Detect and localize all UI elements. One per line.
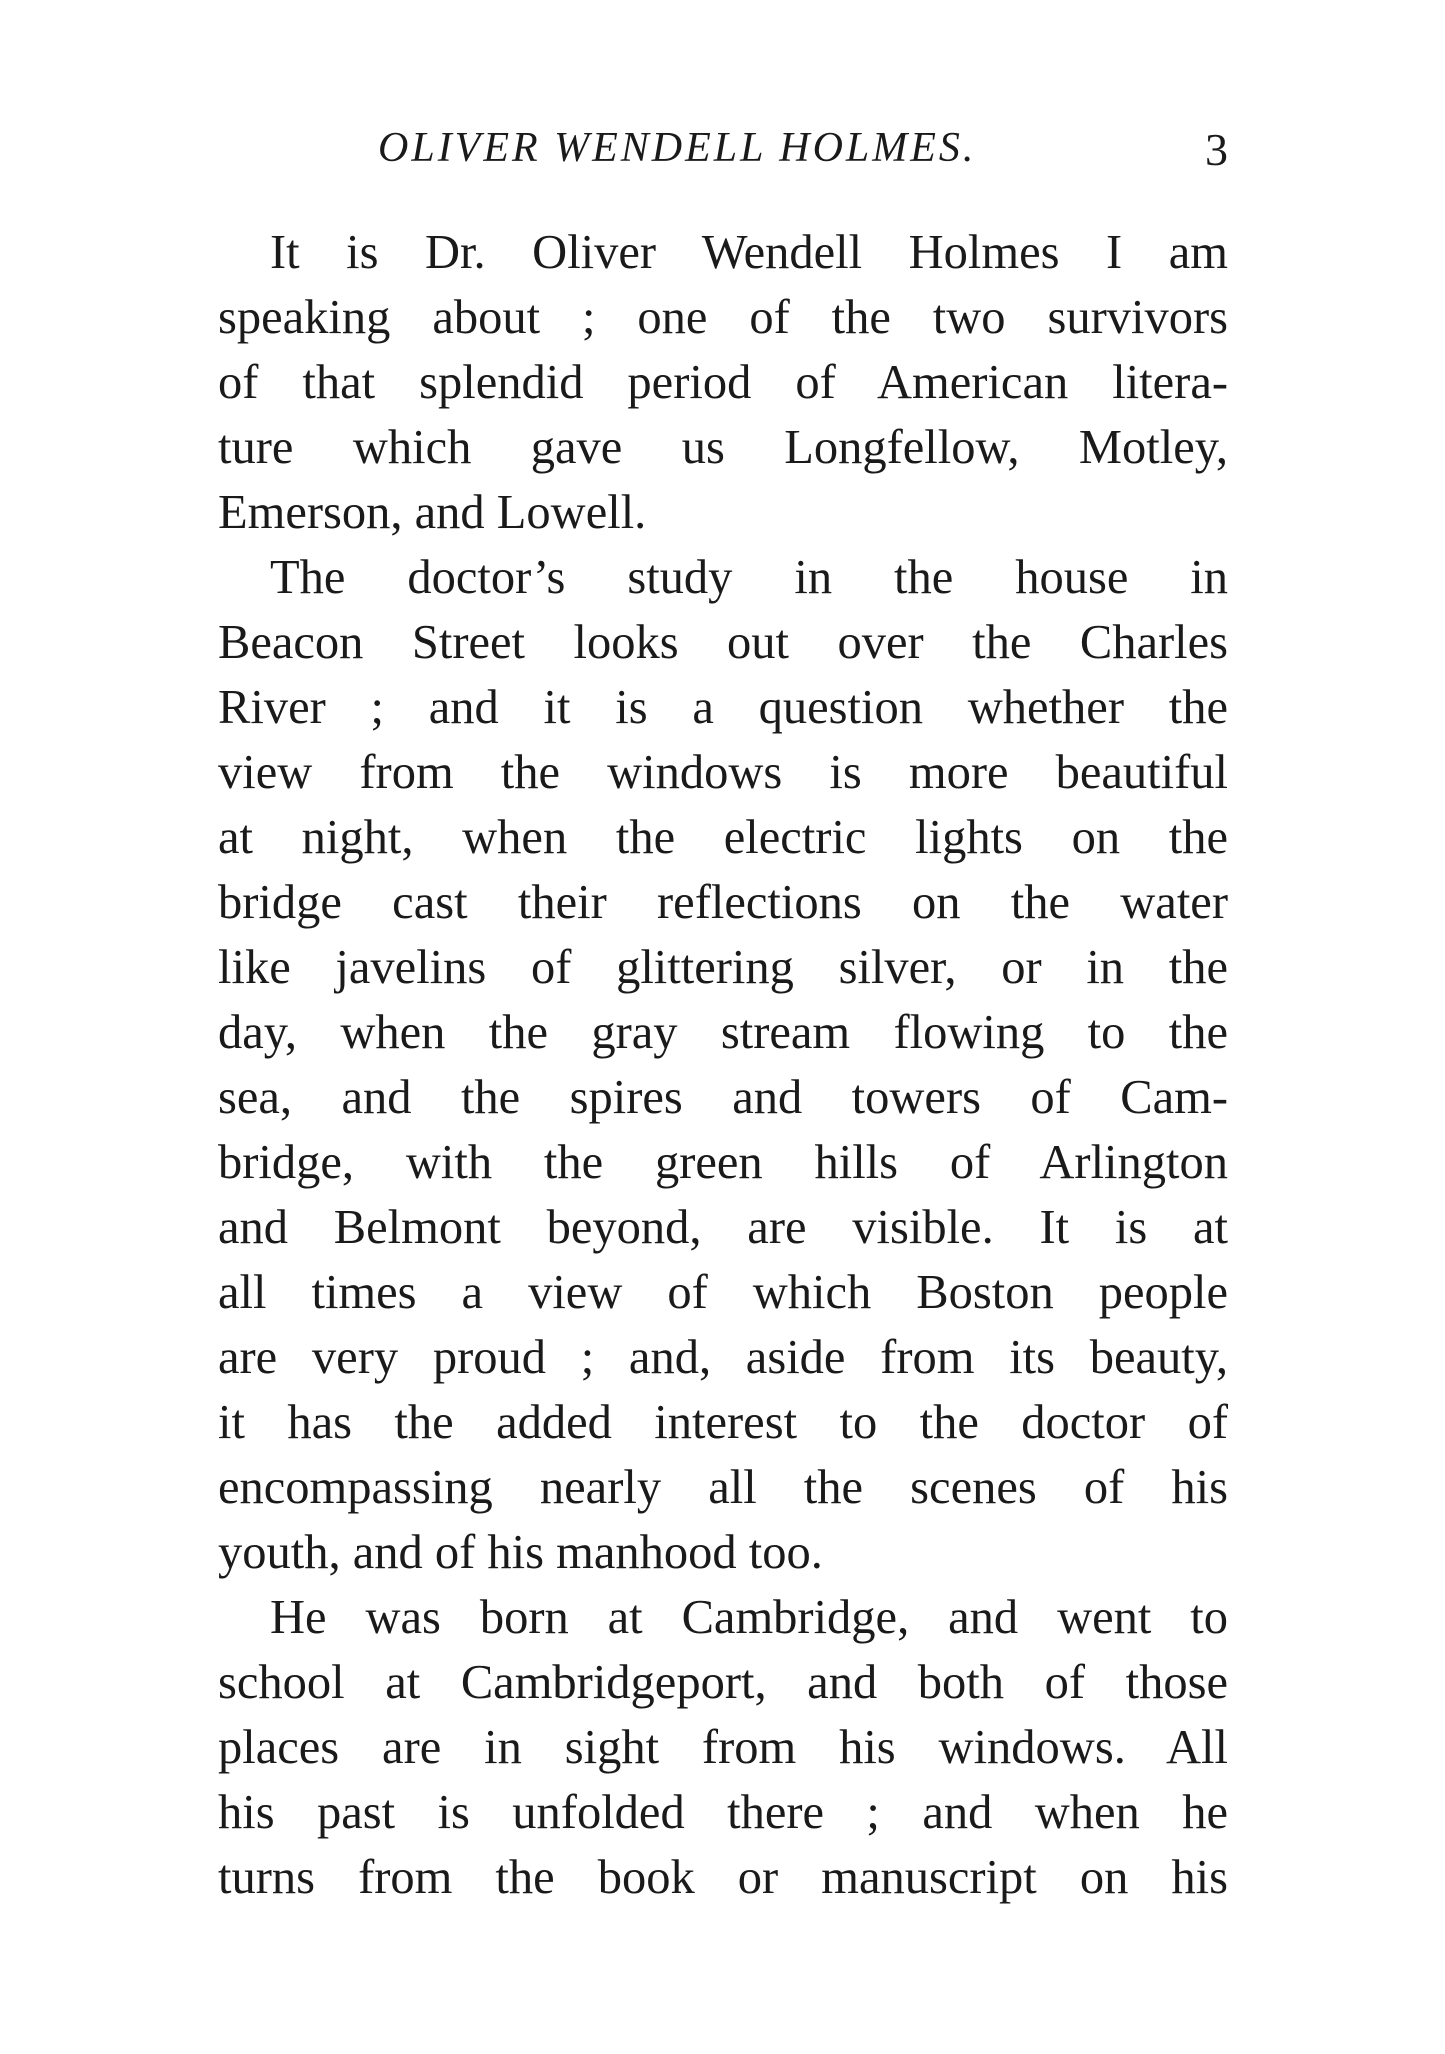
text-line: school at Cambridgeport, and both of those [218,1656,1228,1709]
text-line: places are in sight from his windows. All [218,1721,1228,1774]
text-line: ture which gave us Longfellow, Motley, [218,421,1228,474]
text-line: It is Dr. Oliver Wendell Holmes I am [270,226,1228,279]
text-line: The doctor’s study in the house in [270,551,1228,604]
text-line: it has the added interest to the doctor of [218,1396,1228,1449]
text-line: bridge, with the green hills of Arlington [218,1136,1228,1189]
body-text [218,220,1228,1910]
text-line: speaking about ; one of the two survivors [218,291,1228,344]
text-line: encompassing nearly all the scenes of his [218,1461,1228,1514]
text-line: River ; and it is a question whether the [218,681,1228,734]
text-line: of that splendid period of American litera- [218,356,1228,409]
text-line: day, when the gray stream flowing to the [218,1006,1228,1059]
text-line: Emerson, and Lowell. [218,486,647,539]
text-line: view from the windows is more beautiful [218,746,1228,799]
text-line: Beacon Street looks out over the Charles [218,616,1228,669]
text-line: like javelins of glittering silver, or in the [218,941,1228,994]
page-number: 3 [1205,124,1228,175]
text-line: his past is unfolded there ; and when he [218,1786,1228,1839]
text-line: sea, and the spires and towers of Cam- [218,1071,1228,1124]
paragraph [218,220,1228,545]
paragraph [218,1585,1228,1910]
text-line: He was born at Cambridge, and went to [270,1591,1228,1644]
text-line: youth, and of his manhood too. [218,1526,823,1579]
paragraph [218,545,1228,1585]
text-line: all times a view of which Boston people [218,1266,1228,1319]
running-title: OLIVER WENDELL HOLMES. [378,125,977,171]
text-line: at night, when the electric lights on the [218,811,1228,864]
text-line: are very proud ; and, aside from its beauty, [218,1331,1228,1384]
text-line: turns from the book or manuscript on his [218,1851,1228,1904]
text-line: bridge cast their reflections on the water [218,876,1228,929]
running-head [218,118,1228,178]
text-line: and Belmont beyond, are visible. It is at [218,1201,1228,1254]
